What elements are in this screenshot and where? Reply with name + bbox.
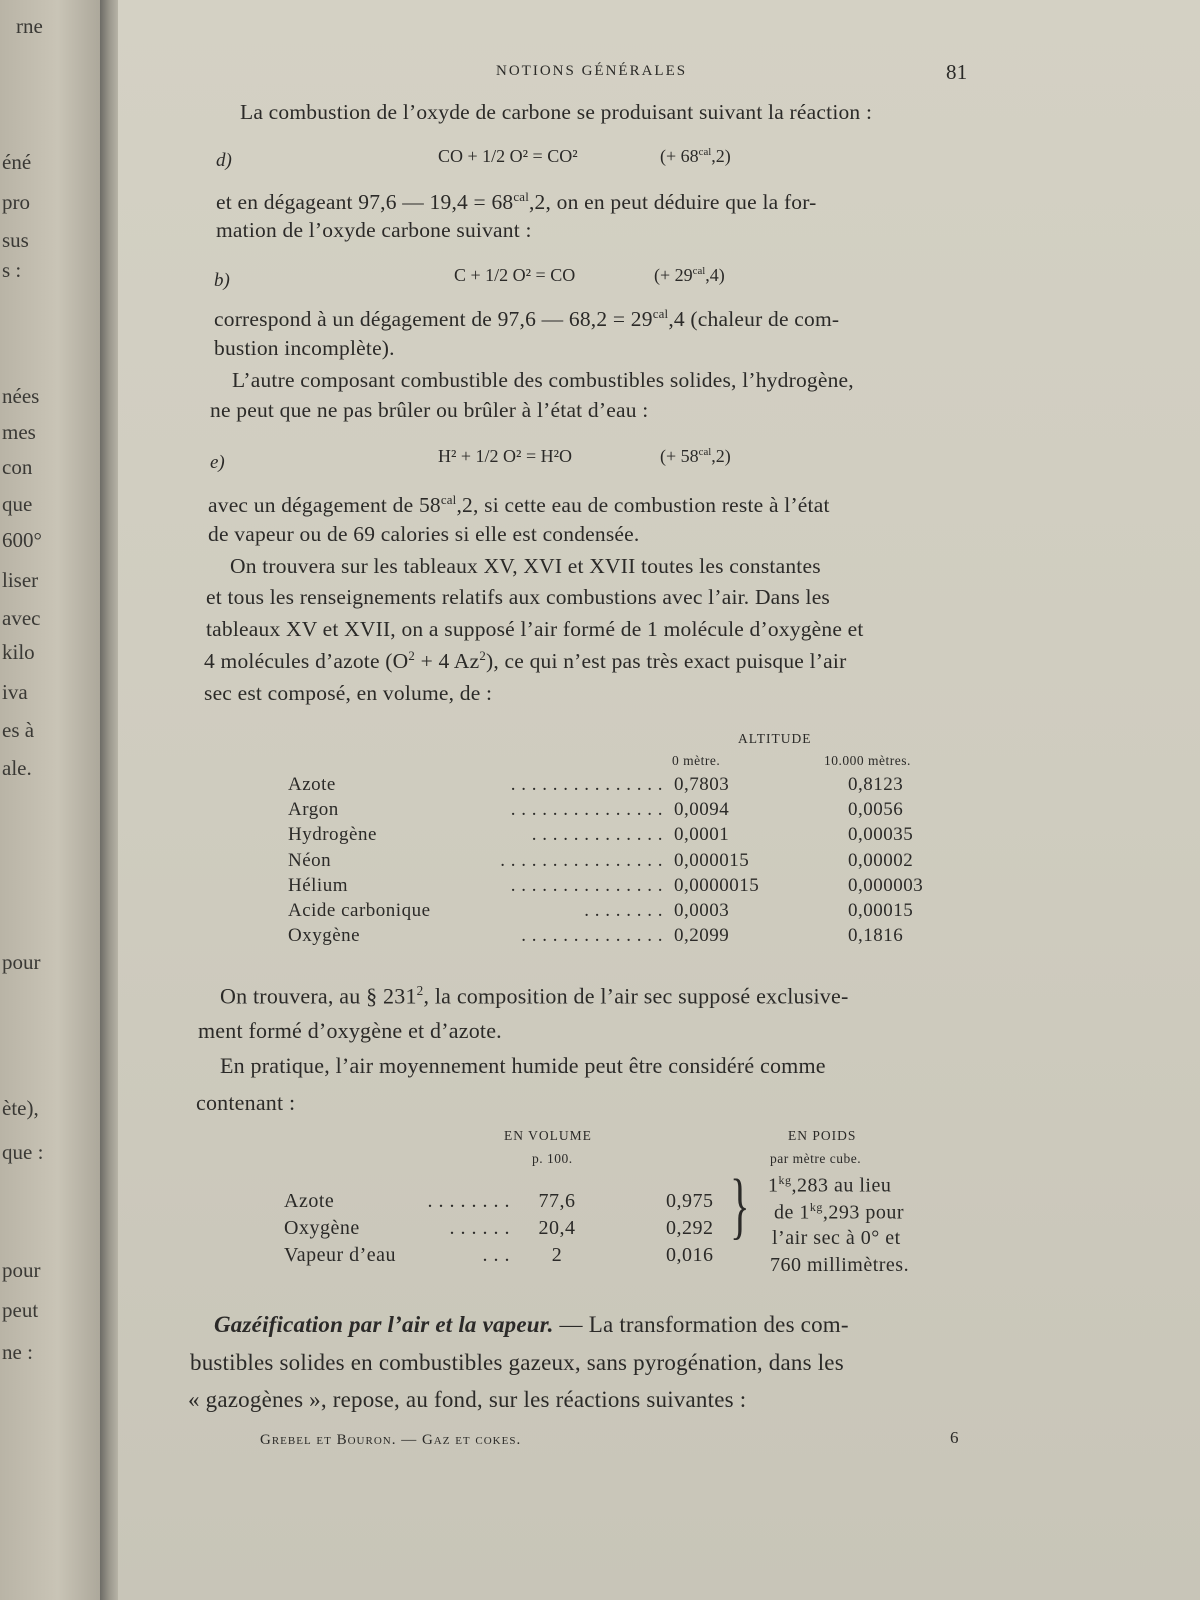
note-line: 760 millimètres. <box>770 1254 910 1276</box>
paragraph-line: correspond à un dégagement de 97,6 — $68,2 = 29^{cal},4$ (chaleur de com- <box>214 307 840 332</box>
humid-row-volume: 77,6 <box>538 1190 576 1212</box>
col-subheader-poids: par mètre cube. <box>770 1151 862 1166</box>
altitude-row-leader: . . . . . . . . . . . . . <box>531 824 663 846</box>
altitude-row-value-0m: 0,0003 <box>674 900 730 921</box>
altitude-row-value-0m: 0,0000015 <box>674 874 760 896</box>
left-page-fragment: ète), <box>2 1096 39 1120</box>
altitude-row-value-10000m: 0,00002 <box>848 849 914 871</box>
equation-formula: H² + 1/2 O² = H²O <box>438 446 572 466</box>
altitude-row-name: Hydrogène <box>288 824 377 846</box>
paragraph-line: contenant : <box>196 1090 296 1115</box>
humid-row-name: Oxygène <box>284 1217 360 1239</box>
paragraph-line: En pratique, l’air moyennement humide peut être considéré comme <box>220 1053 826 1078</box>
equation-heat: (+ $68^{cal},2$) <box>660 146 731 166</box>
altitude-col-10000m: 10.000 mètres. <box>824 753 911 768</box>
altitude-row-leader: . . . . . . . . . . . . . . . <box>510 799 663 821</box>
altitude-row-value-10000m: 0,00015 <box>848 900 914 921</box>
altitude-row-value-0m: 0,2099 <box>674 925 730 947</box>
paragraph-line: mation de l’oxyde carbone suivant : <box>216 218 532 242</box>
left-page-fragment: mes <box>2 420 36 444</box>
equation-formula: C + 1/2 O² = CO <box>454 265 576 285</box>
altitude-row-value-10000m: 0,00035 <box>848 824 914 846</box>
left-page-fragment: es à <box>2 718 35 742</box>
humid-row-volume: 20,4 <box>538 1217 576 1239</box>
equation-heat: (+ $58^{cal},2$) <box>660 446 731 466</box>
left-page-fragment: que <box>2 492 33 516</box>
note-line: de $1^{kg},293$ pour <box>774 1200 905 1224</box>
altitude-header: ALTITUDE <box>738 731 812 746</box>
altitude-row-name: Hélium <box>288 874 348 896</box>
paragraph-line: tableaux XV et XVII, on a supposé l’air formé de 1 molécule d’oxygène et <box>206 617 864 641</box>
altitude-row-leader: . . . . . . . . . . . . . . . . <box>500 849 663 871</box>
paragraph-line: de vapeur ou de 69 calories si elle est condensée. <box>208 522 640 546</box>
altitude-row-name: Oxygène <box>288 925 361 947</box>
humid-row-leader: . . . . . . . . <box>427 1190 510 1212</box>
equation-formula: CO + 1/2 O² = CO² <box>438 146 578 166</box>
left-page-fragment: éné <box>2 150 32 174</box>
paragraph-line: sec est composé, en volume, de : <box>204 681 493 705</box>
equation-heat: (+ $29^{cal},4$) <box>654 265 725 285</box>
left-page-fragment: que : <box>2 1140 44 1164</box>
humid-row-name: Vapeur d’eau <box>284 1244 397 1266</box>
altitude-col-0m: 0 mètre. <box>672 753 721 768</box>
altitude-row-value-10000m: 0,8123 <box>848 774 904 795</box>
footer-credit: Grebel et Bouron. — Gaz et cokes. <box>260 1432 522 1448</box>
left-page-fragment: ale. <box>2 756 32 780</box>
signature-mark: 6 <box>950 1428 959 1447</box>
paragraph-line: et tous les renseignements relatifs aux combustions avec l’air. Dans les <box>206 585 831 609</box>
col-subheader-volume: p. 100. <box>532 1151 573 1166</box>
altitude-row-value-0m: 0,000015 <box>674 849 750 871</box>
left-page-fragment: pour <box>2 950 41 974</box>
left-page-fragment: nées <box>2 384 40 408</box>
paragraph-line: 4 molécules d’azote ($O^2 + 4$ Az$^2$), ce qui n’est pas très exact puisque l’air <box>204 649 847 674</box>
altitude-row-name: Azote <box>288 774 336 795</box>
left-page-fragment: iva <box>2 680 28 704</box>
humid-row-poids: 0,292 <box>666 1217 714 1239</box>
left-page-fragment: ne : <box>2 1340 33 1364</box>
right-brace: } <box>729 1165 750 1247</box>
paragraph-line: Gazéification par l’air et la vapeur. — La transformation des com- <box>214 1312 849 1337</box>
running-title: NOTIONS GÉNÉRALES <box>496 63 688 79</box>
equation-label: e) <box>210 452 225 473</box>
altitude-row-name: Néon <box>288 849 332 871</box>
left-page-fragment: con <box>2 455 33 479</box>
paragraph-line: On trouvera sur les tableaux XV, XVI et XVII toutes les constantes <box>230 554 821 578</box>
altitude-row-value-0m: 0,7803 <box>674 774 730 795</box>
paragraph-line: ne peut que ne pas brûler ou brûler à l’état d’eau : <box>210 398 649 422</box>
left-page-fragment: peut <box>2 1298 39 1322</box>
altitude-row-leader: . . . . . . . . . . . . . . . <box>510 874 663 896</box>
altitude-row-name: Argon <box>288 799 339 821</box>
paragraph-line: On trouvera, au § $231^2$, la composition de l’air sec supposé exclusive- <box>220 983 849 1009</box>
paragraph-line: bustibles solides en combustibles gazeux, sans pyrogénation, dans les <box>190 1350 844 1375</box>
altitude-row-leader: . . . . . . . . <box>584 900 663 921</box>
paragraph-line: ment formé d’oxygène et d’azote. <box>198 1018 502 1043</box>
left-page-fragment: kilo <box>2 640 35 664</box>
left-page-fragment: avec <box>2 606 41 630</box>
altitude-row-name: Acide carbonique <box>288 900 431 921</box>
paragraph-line: et en dégageant 97,6 — $19,4 = 68^{cal},2$, on en peut déduire que la for- <box>216 190 817 215</box>
altitude-row-leader: . . . . . . . . . . . . . . . <box>510 774 663 795</box>
section-title: Gazéification par l’air et la vapeur. <box>214 1312 554 1337</box>
altitude-row-value-10000m: 0,000003 <box>848 874 924 896</box>
paragraph-line: bustion incomplète). <box>214 336 395 360</box>
altitude-row-value-10000m: 0,1816 <box>848 925 904 947</box>
altitude-row-value-0m: 0,0094 <box>674 799 730 821</box>
paragraph-line: La combustion de l’oxyde de carbone se produisant suivant la réaction : <box>240 100 873 124</box>
col-header-poids: EN POIDS <box>788 1128 857 1143</box>
note-line: $1^{kg},283$ au lieu <box>768 1173 892 1197</box>
col-header-volume: EN VOLUME <box>504 1128 592 1143</box>
page-number: 81 <box>946 60 968 84</box>
paragraph-line: L’autre composant combustible des combustibles solides, l’hydrogène, <box>232 368 854 392</box>
humid-row-leader: . . . <box>482 1244 510 1266</box>
altitude-row-leader: . . . . . . . . . . . . . . <box>521 925 663 947</box>
equation-label: d) <box>216 150 232 171</box>
equation-label: b) <box>214 270 230 291</box>
humid-row-poids: 0,975 <box>666 1190 714 1212</box>
left-page-fragment: liser <box>2 568 39 592</box>
left-page-fragment: 600° <box>2 528 42 552</box>
book-page <box>118 0 1200 1600</box>
paragraph-line: avec un dégagement de $58^{cal},2$, si cette eau de combustion reste à l’état <box>208 493 830 518</box>
altitude-row-value-0m: 0,0001 <box>674 824 730 846</box>
humid-row-leader: . . . . . . <box>449 1217 510 1239</box>
humid-row-volume: 2 <box>551 1244 563 1266</box>
left-page-margin <box>0 0 105 1600</box>
note-line: l’air sec à 0° et <box>772 1227 901 1249</box>
humid-row-name: Azote <box>284 1190 335 1212</box>
left-page-fragment: rne <box>16 14 43 38</box>
left-page-fragment: s : <box>2 258 22 282</box>
humid-row-poids: 0,016 <box>666 1244 714 1266</box>
altitude-row-value-10000m: 0,0056 <box>848 799 904 821</box>
left-page-fragment: sus <box>2 228 29 252</box>
left-page-fragment: pro <box>2 190 30 214</box>
left-page-fragment: pour <box>2 1258 41 1282</box>
paragraph-line: « gazogènes », repose, au fond, sur les réactions suivantes : <box>188 1387 747 1412</box>
